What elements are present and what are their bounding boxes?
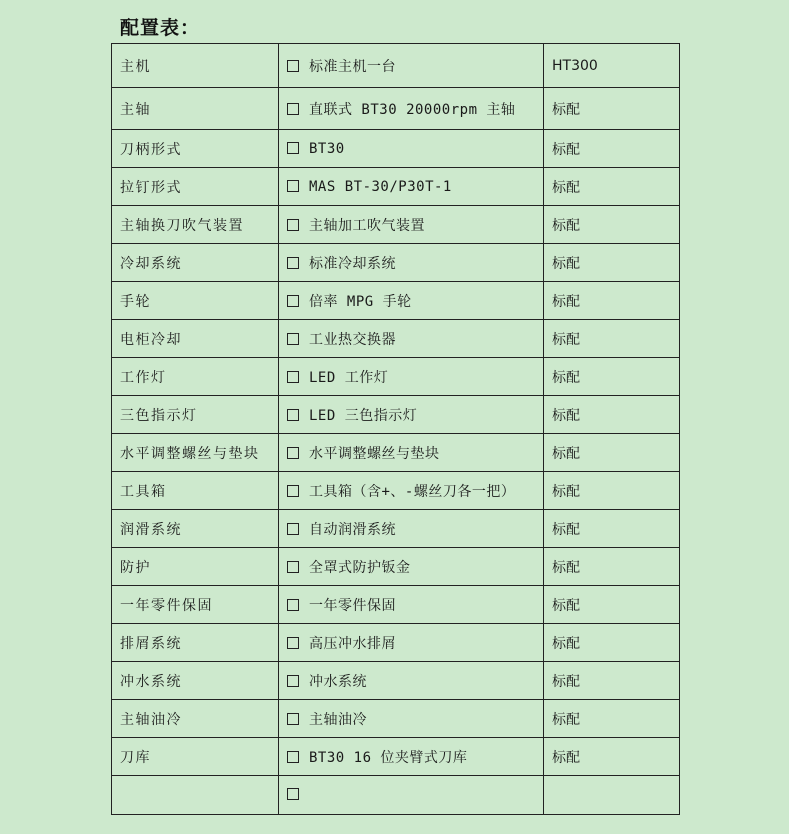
table-row: [112, 510, 680, 548]
spec-cell: [279, 586, 544, 624]
spec-text: 工业热交换器: [309, 331, 396, 348]
spec-cell: [279, 244, 544, 282]
status-cell: 标配: [544, 738, 680, 776]
checkbox-icon[interactable]: [287, 523, 299, 535]
checkbox-icon[interactable]: [287, 257, 299, 269]
spec-text: BT30 16 位夹臂式刀库: [309, 749, 468, 766]
spec-cell: [279, 548, 544, 586]
status-cell: 标配: [544, 586, 680, 624]
status-cell: 标配: [544, 282, 680, 320]
spec-text: 标准冷却系统: [309, 255, 396, 272]
item-name-cell: 水平调整螺丝与垫块: [112, 434, 279, 472]
item-name-cell: 一年零件保固: [112, 586, 279, 624]
status-cell: 标配: [544, 662, 680, 700]
checkbox-icon[interactable]: [287, 637, 299, 649]
status-cell: 标配: [544, 548, 680, 586]
item-name-cell: 拉钉形式: [112, 168, 279, 206]
item-name-cell: 排屑系统: [112, 624, 279, 662]
checkbox-icon[interactable]: [287, 751, 299, 763]
checkbox-icon[interactable]: [287, 561, 299, 573]
spec-text: MAS BT-30/P30T-1: [309, 178, 452, 195]
page-title: 配置表：: [120, 17, 201, 39]
spec-cell: [279, 320, 544, 358]
status-cell: 标配: [544, 472, 680, 510]
spec-cell: [279, 168, 544, 206]
spec-cell: [279, 130, 544, 168]
spec-cell: [279, 44, 544, 88]
status-cell: 标配: [544, 88, 680, 130]
spec-cell: [279, 624, 544, 662]
checkbox-icon[interactable]: [287, 219, 299, 231]
table-row: [112, 396, 680, 434]
status-cell: 标配: [544, 700, 680, 738]
spec-text: 自动润滑系统: [309, 521, 396, 538]
spec-cell: [279, 510, 544, 548]
table-row: [112, 738, 680, 776]
spec-text: LED 工作灯: [309, 369, 389, 386]
spec-text: 主轴加工吹气装置: [309, 217, 425, 234]
table-row: [112, 168, 680, 206]
table-row: [112, 320, 680, 358]
status-cell: 标配: [544, 358, 680, 396]
spec-text: 倍率 MPG 手轮: [309, 293, 412, 310]
item-name-cell: 润滑系统: [112, 510, 279, 548]
checkbox-icon[interactable]: [287, 103, 299, 115]
checkbox-icon[interactable]: [287, 333, 299, 345]
spec-cell: [279, 396, 544, 434]
checkbox-icon[interactable]: [287, 485, 299, 497]
table-row: [112, 206, 680, 244]
checkbox-icon[interactable]: [287, 295, 299, 307]
table-row: [112, 624, 680, 662]
status-cell: 标配: [544, 206, 680, 244]
spec-text: 标准主机一台: [309, 58, 396, 75]
checkbox-icon[interactable]: [287, 599, 299, 611]
item-name-cell: 主轴油冷: [112, 700, 279, 738]
checkbox-icon[interactable]: [287, 675, 299, 687]
status-cell: 标配: [544, 510, 680, 548]
item-name-cell: 冷却系统: [112, 244, 279, 282]
spec-text: 主轴油冷: [309, 711, 367, 728]
table-row: [112, 776, 680, 815]
status-cell: 标配: [544, 320, 680, 358]
spec-text: 高压冲水排屑: [309, 635, 396, 652]
table-row: [112, 244, 680, 282]
status-cell: 标配: [544, 624, 680, 662]
item-name-cell: 防护: [112, 548, 279, 586]
status-cell: HT300: [544, 44, 680, 88]
spec-cell: [279, 738, 544, 776]
table-row: [112, 548, 680, 586]
table-row: [112, 662, 680, 700]
spec-cell: [279, 472, 544, 510]
status-cell: 标配: [544, 396, 680, 434]
checkbox-icon[interactable]: [287, 409, 299, 421]
table-row: [112, 130, 680, 168]
spec-cell: [279, 434, 544, 472]
table-row: [112, 700, 680, 738]
spec-text: 直联式 BT30 20000rpm 主轴: [309, 101, 516, 118]
table-row: [112, 586, 680, 624]
status-cell: 标配: [544, 434, 680, 472]
checkbox-icon[interactable]: [287, 60, 299, 72]
spec-cell: [279, 206, 544, 244]
checkbox-icon[interactable]: [287, 713, 299, 725]
table-row: [112, 472, 680, 510]
spec-cell: [279, 776, 544, 815]
item-name-cell: [112, 776, 279, 815]
checkbox-icon[interactable]: [287, 788, 299, 800]
status-cell: 标配: [544, 244, 680, 282]
table-row: [112, 358, 680, 396]
spec-cell: [279, 358, 544, 396]
table-row: [112, 282, 680, 320]
checkbox-icon[interactable]: [287, 180, 299, 192]
item-name-cell: 电柜冷却: [112, 320, 279, 358]
spec-text: 工具箱（含+、-螺丝刀各一把）: [309, 483, 516, 500]
checkbox-icon[interactable]: [287, 142, 299, 154]
item-name-cell: 工作灯: [112, 358, 279, 396]
item-name-cell: 工具箱: [112, 472, 279, 510]
item-name-cell: 手轮: [112, 282, 279, 320]
item-name-cell: 冲水系统: [112, 662, 279, 700]
item-name-cell: 主轴: [112, 88, 279, 130]
status-cell: [544, 776, 680, 815]
spec-cell: [279, 700, 544, 738]
item-name-cell: 刀库: [112, 738, 279, 776]
status-cell: 标配: [544, 130, 680, 168]
spec-text: 全罩式防护钣金: [309, 559, 411, 576]
item-name-cell: 主机: [112, 44, 279, 88]
table-row: [112, 88, 680, 130]
spec-text: 水平调整螺丝与垫块: [309, 445, 440, 462]
checkbox-icon[interactable]: [287, 447, 299, 459]
table-row: [112, 434, 680, 472]
configuration-table-body: [112, 44, 680, 815]
spec-cell: [279, 88, 544, 130]
spec-text: 冲水系统: [309, 673, 367, 690]
checkbox-icon[interactable]: [287, 371, 299, 383]
spec-cell: [279, 662, 544, 700]
table-row: [112, 44, 680, 88]
item-name-cell: 主轴换刀吹气装置: [112, 206, 279, 244]
configuration-table: [111, 43, 680, 815]
spec-text: 一年零件保固: [309, 597, 396, 614]
spec-cell: [279, 282, 544, 320]
item-name-cell: 刀柄形式: [112, 130, 279, 168]
spec-text: LED 三色指示灯: [309, 407, 418, 424]
spec-text: BT30: [309, 140, 345, 157]
status-cell: 标配: [544, 168, 680, 206]
item-name-cell: 三色指示灯: [112, 396, 279, 434]
